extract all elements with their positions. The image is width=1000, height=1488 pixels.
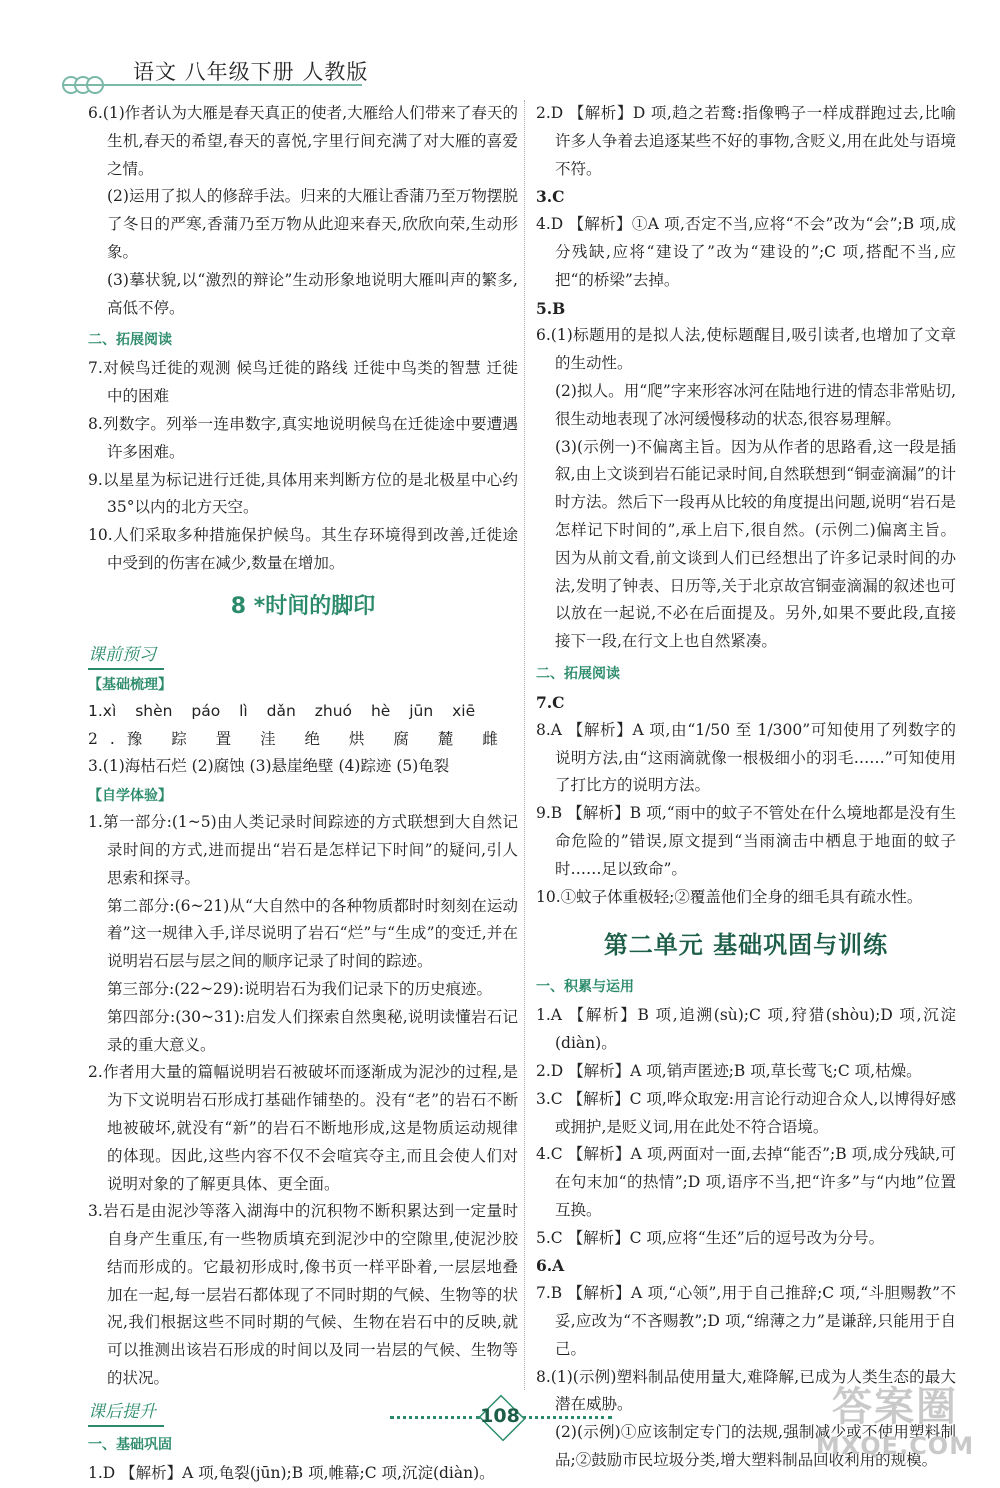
answer-item: (3)(示例一)不偏离主旨。因为从作者的思路看,这一段是插叙,由上文谈到岩石能记录时间,自然联想到“铜壶滴漏”的计时方法。然后下一段再从比较的角度提出问题,说明“岩石是怎样记下时间的”,承上启下,很自然。(示例二)偏离主旨。因为从前文看,前文谈到人们已经想出了许多记录时间的办法,发明了钟表、日历等,关于北京故宫铜壶滴漏的叙述也可以放在一起说,不必在后面提及。另外,如果不要此段,直接接下一段,在行文上也自然紧凑。 xyxy=(555,437,956,651)
answer-item: 9.以星星为标记进行迁徙,具体用来判断方位的是北极星中心约 35°以内的北方天空。 xyxy=(88,470,518,517)
section-heading: 一、积累与运用 xyxy=(536,979,634,996)
answer-item: 5.B xyxy=(536,298,566,318)
page-header xyxy=(0,0,1000,90)
answer-item: (2)运用了拟人的修辞手法。归来的大雁让香蒲乃至万物摆脱了冬日的严寒,香蒲乃至万物从此迎来春天,欣欣向荣,生动形象。 xyxy=(107,187,518,261)
answer-item: 2.D 【解析】D 项,趋之若鹜:指像鸭子一样成群跑过去,比喻许多人争着去追逐某些不好的事物,含贬义,用在此处与语境不符。 xyxy=(536,104,956,178)
answer-item: 10.①蚊子体重极轻;②覆盖他们全身的细毛具有疏水性。 xyxy=(536,887,923,906)
watermark-url: MXQE.COM xyxy=(815,1432,975,1460)
answer-item: 7.C xyxy=(536,692,565,712)
answer-item: 2.作者用大量的篇幅说明岩石被破坏而逐渐成为泥沙的过程,是为下文说明岩石形成打基础作铺垫的。没有“老”的岩石不断地被破坏,就没有“新”的岩石不断地形成,这是物质运动规律的体现。因此,这些内容不仅不会喧宾夺主,而且会使人们对说明对象的了解更具体、更全面。 xyxy=(88,1063,518,1193)
book-title: 语文 八年级下册 人教版 xyxy=(133,60,369,84)
answer-item: 6.(1)标题用的是拟人法,使标题醒目,吸引读者,也增加了文章的生动性。 xyxy=(536,326,956,373)
section-heading: 课后提升 xyxy=(88,1399,164,1427)
answer-item: 1.xì shèn páo lì dǎn zhuó hè jūn xiē xyxy=(88,701,476,720)
answer-item: 7.对候鸟迁徙的观测 候鸟迁徙的路线 迁徙中鸟类的智慧 迁徙中的困难 xyxy=(88,359,518,406)
answer-item: 8.列数字。列举一连串数字,真实地说明候鸟在迁徙途中要遭遇许多困难。 xyxy=(88,414,518,461)
header-decoration xyxy=(62,76,98,98)
answer-item: 4.C 【解析】A 项,两面对一面,去掉“能否”;B 项,成分残缺,可在句末加“的热情”;D 项,语序不当,把“许多”与“内地”位置互换。 xyxy=(536,1145,956,1219)
answer-item: (3)摹状貌,以“激烈的辩论”生动形象地说明大雁叫声的繁多,高低不停。 xyxy=(107,270,518,317)
page-number: 108 xyxy=(480,1405,520,1427)
answer-item: 6.A xyxy=(536,1256,565,1276)
subsection-tag: 【基础梳理】 xyxy=(88,676,172,693)
answer-item: 3.C 【解析】C 项,哗众取宠:用言论行动迎合众人,以博得好感或拥护,是贬义词,用在此处不符合语境。 xyxy=(536,1089,956,1136)
answer-item: 第二部分:(6~21)从“大自然中的各种物质都时时刻刻在运动着”这一规律入手,详尽说明了岩石“烂”与“生成”的变迁,并在说明岩石层与层之间的顺序记录了时间的踪迹。 xyxy=(107,896,518,971)
subsection-tag: 【自学体验】 xyxy=(88,788,172,805)
answer-item: 5.C 【解析】C 项,应将“生还”后的逗号改为分号。 xyxy=(536,1228,885,1247)
right-column xyxy=(536,100,956,1475)
answer-item: 第四部分:(30~31):启发人们探索自然奥秘,说明读懂岩石记录的重大意义。 xyxy=(107,1007,518,1054)
answer-item: 1.D 【解析】A 项,龟裂(jūn);B 项,帷幕;C 项,沉淀(diàn)。 xyxy=(88,1463,495,1482)
answer-item: 1.第一部分:(1~5)由人类记录时间踪迹的方式联想到大自然记录时间的方式,进而提出“岩石是怎样记下时间”的疑问,引人思索和探寻。 xyxy=(88,813,518,887)
section-heading: 二、拓展阅读 xyxy=(88,332,172,349)
answer-item: 第三部分:(22~29):说明岩石为我们记录下的历史痕迹。 xyxy=(107,979,492,998)
watermark-logo xyxy=(800,1382,990,1482)
answer-item: (2)(示例)①应该制定专门的法规,强制减少或不使用塑料制品;②鼓励市民垃圾分类,增大塑料制品回收利用的规模。 xyxy=(555,1423,956,1470)
left-column xyxy=(88,100,518,1488)
section-heading: 课前预习 xyxy=(88,642,164,670)
answer-item: 2.豫 踪 置 洼 绝 烘 腐 麓 雌 xyxy=(88,729,510,748)
section-heading: 一、基础巩固 xyxy=(88,1436,172,1453)
answer-item: 7.B 【解析】A 项,“心领”,用于自己推辞;C 项,“斗胆赐教”不妥,应改为“不吝赐教”;D 项,“绵薄之力”是谦辞,只能用于自己。 xyxy=(536,1284,956,1358)
answer-item: 10.人们采取多种措施保护候鸟。其生存环境得到改善,迁徙途中受到的伤害在减少,数量在增加。 xyxy=(88,526,518,572)
answer-item: 3.岩石是由泥沙等落入湖海中的沉积物不断积累达到一定量时自身产生重压,有一些物质填充到泥沙中的空隙里,使泥沙胶结而形成的。它最初形成时,像书页一样平卧着,一层层地叠加在一起,每一层岩石都体现了不同时期的气候、生物等的状况,我们根据这些不同时期的气候、生物在岩石中的反映,就可以推测出该岩石形成的时间以及同一岩层的气候、生物等的状况。 xyxy=(88,1202,518,1388)
answer-item: 1.A 【解析】B 项,追溯(sù);C 项,狩猎(shòu);D 项,沉淀(diàn)。 xyxy=(536,1006,956,1053)
column-divider xyxy=(524,100,526,1390)
answer-item: 9.B 【解析】B 项,“雨中的蚊子不管处在什么境地都是没有生命危险的”错误,原文提到“当雨滴击中栖息于地面的蚊子时……足以致命”。 xyxy=(536,804,956,878)
answer-item: 4.D 【解析】①A 项,否定不当,应将“不会”改为“会”;B 项,成分残缺,应将“建设了”改为“建设的”;C 项,搭配不当,应把“的桥梁”去掉。 xyxy=(536,215,956,289)
answer-item: (2)拟人。用“爬”字来形容冰河在陆地行进的情态非常贴切,很生动地表现了冰河缓慢移动的状态,很容易理解。 xyxy=(555,381,956,428)
watermark-text: 答案圈 xyxy=(832,1384,958,1430)
answer-item: 3.(1)海枯石烂 (2)腐蚀 (3)悬崖绝壁 (4)踪迹 (5)龟裂 xyxy=(88,757,450,776)
section-heading: 二、拓展阅读 xyxy=(536,665,620,682)
answer-item: 3.C xyxy=(536,187,565,207)
answer-item: 2.D 【解析】A 项,销声匿迹;B 项,草长莺飞;C 项,枯燥。 xyxy=(536,1061,922,1080)
unit-title: 第二单元 基础巩固与训练 xyxy=(603,931,889,960)
lesson-title: 8 *时间的脚印 xyxy=(230,593,376,619)
answer-item: 6.(1)作者认为大雁是春天真正的使者,大雁给人们带来了春天的生机,春天的希望,春天的喜悦,字里行间充满了对大雁的喜爱之情。 xyxy=(88,104,518,178)
answer-item: 8.A 【解析】A 项,由“1/50 至 1/300”可知使用了列数字的说明方法,由“这雨滴就像一根极细小的羽毛……”可知使用了打比方的说明方法。 xyxy=(536,720,956,795)
answer-item: 8.(1)(示例)塑料制品使用量大,难降解,已成为人类生态的最大潜在威胁。 xyxy=(536,1367,956,1414)
